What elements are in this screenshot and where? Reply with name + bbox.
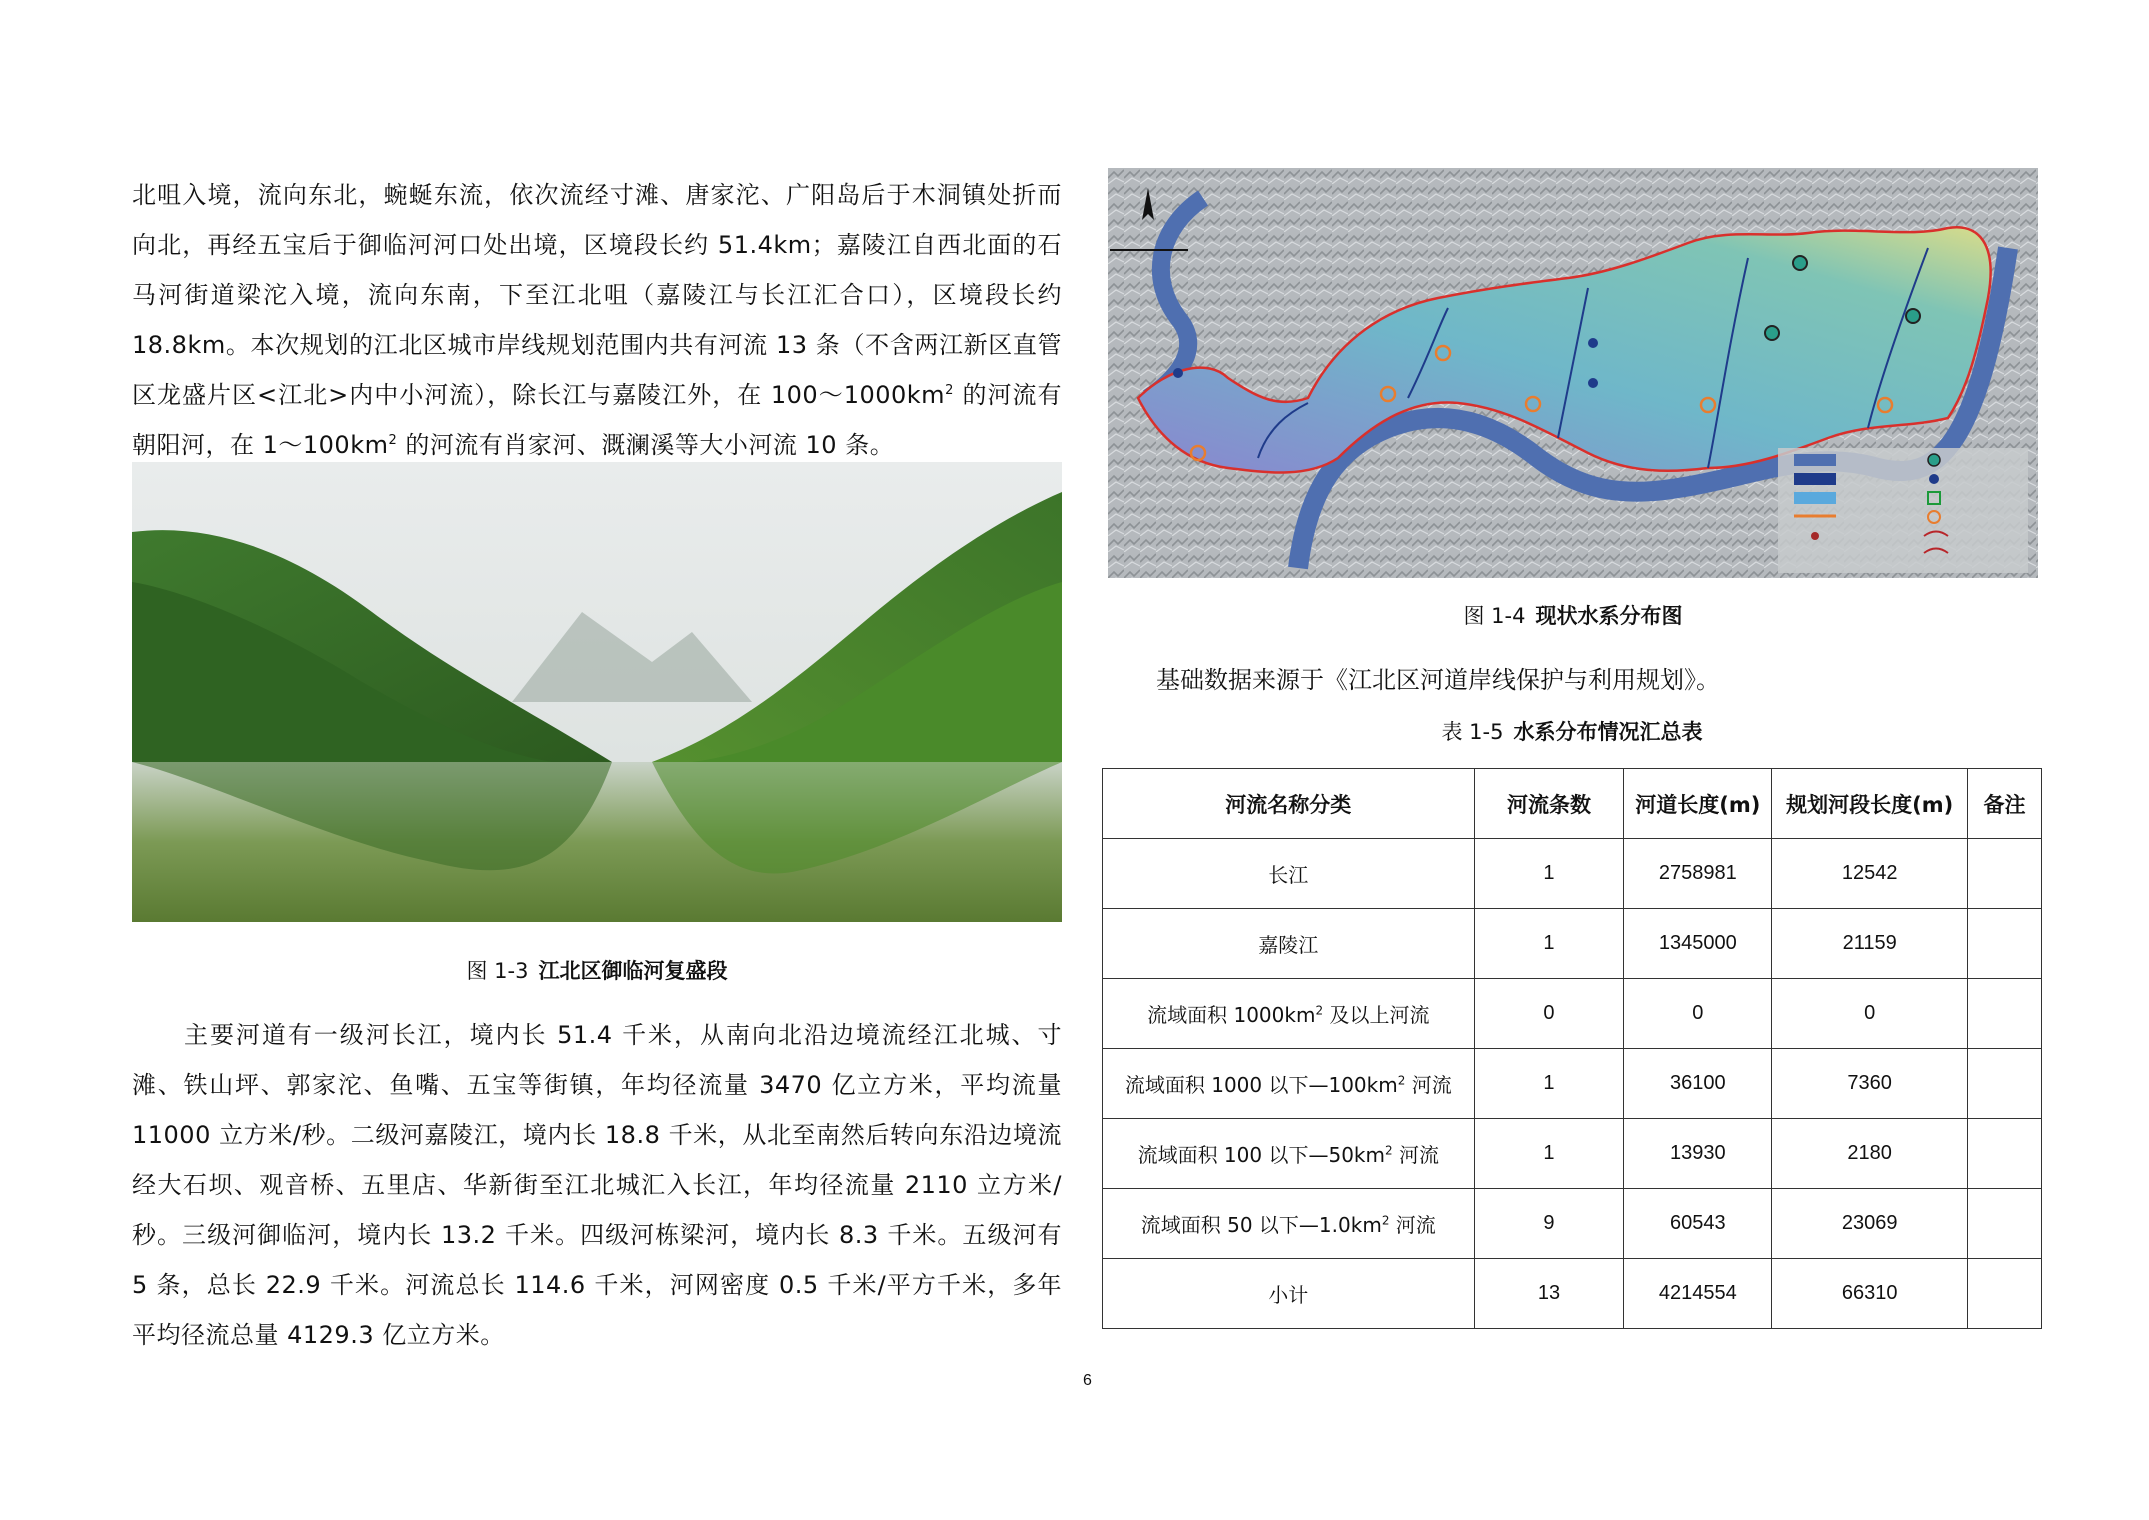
- cell-count: 1: [1474, 839, 1624, 909]
- cell-planned: 21159: [1772, 909, 1968, 979]
- cell-category: 流域面积 $1000km^2$ 及以上河流: [1103, 979, 1475, 1049]
- cell-category: 流域面积 100 以下$—50km^2$ 河流: [1103, 1119, 1475, 1189]
- table-row: [1103, 1119, 2042, 1189]
- yulin-river-photo: [132, 462, 1062, 922]
- cell-note: [1968, 839, 2042, 909]
- cell-note: [1968, 979, 2042, 1049]
- cell-count: 13: [1474, 1259, 1624, 1329]
- cell-count: 1: [1474, 1049, 1624, 1119]
- cell-count: 1: [1474, 909, 1624, 979]
- water-system-table: [1102, 768, 2042, 1329]
- cell-note: [1968, 1049, 2042, 1119]
- cell-planned: 7360: [1772, 1049, 1968, 1119]
- cell-planned: 0: [1772, 979, 1968, 1049]
- cell-category: 流域面积 50 以下$—1.0km^2$ 河流: [1103, 1189, 1475, 1259]
- figure-1-4-caption: 图 1-4 现状水系分布图: [1463, 604, 1683, 628]
- cell-note: [1968, 909, 2042, 979]
- cell-length: 13930: [1624, 1119, 1772, 1189]
- cell-category: 小计: [1103, 1259, 1475, 1329]
- cell-note: [1968, 1119, 2042, 1189]
- header-note: 备注: [1968, 769, 2042, 839]
- intro-text: 北咀入境，流向东北，蜿蜒东流，依次流经寸滩、唐家沱、广阳岛后于木洞镇处折而向北，再经五宝后于御临河河口处出境，区境段长约 51.4km；嘉陵江自西北面的石马河街道梁沱入境，流向东南，下至江北咀（嘉陵江与长江汇合口），区境段长约 18.8km。本次规划的江北区城市岸线规划范围内共有河流 13 条（不含两江新区直管区龙盛片区<江北>内中小河流），除长江与嘉陵江外，在 $100\sim 1000km^2$ 的河流有朝阳河，在 $1\sim 100km^2$ 的河流有肖家河、溉澜溪等大小河流 10 条。: [132, 181, 1062, 459]
- cell-note: [1968, 1259, 2042, 1329]
- header-count: 河流条数: [1474, 769, 1624, 839]
- cell-length: 2758981: [1624, 839, 1772, 909]
- cell-count: 9: [1474, 1189, 1624, 1259]
- header-length: 河道长度(m): [1624, 769, 1772, 839]
- cell-count: 1: [1474, 1119, 1624, 1189]
- cell-planned: 23069: [1772, 1189, 1968, 1259]
- table-row: [1103, 1189, 2042, 1259]
- cell-planned: 12542: [1772, 839, 1968, 909]
- table-1-5-caption: 表 1-5 水系分布情况汇总表: [1441, 720, 1703, 744]
- cell-category: 长江: [1103, 839, 1475, 909]
- intro-paragraph: [132, 170, 1062, 470]
- cell-category: 流域面积 1000 以下$—100km^2$ 河流: [1103, 1049, 1475, 1119]
- table-header-row: [1103, 769, 2042, 839]
- table-row-subtotal: [1103, 1259, 2042, 1329]
- cell-count: 0: [1474, 979, 1624, 1049]
- table-row: [1103, 839, 2042, 909]
- page-number: 6: [1083, 1372, 1092, 1389]
- source-line: 基础数据来源于《江北区河道岸线保护与利用规划》。: [1156, 666, 1720, 694]
- header-category: 河流名称分类: [1103, 769, 1475, 839]
- table-row: [1103, 1049, 2042, 1119]
- header-planned: 规划河段长度(m): [1772, 769, 1968, 839]
- cell-length: 1345000: [1624, 909, 1772, 979]
- main-paragraph: 主要河道有一级河长江，境内长 51.4 千米，从南向北沿边境流经江北城、寸滩、铁山坪、郭家沱、鱼嘴、五宝等街镇，年均径流量 3470 亿立方米，平均流量 11000 立方米/秒。二级河嘉陵江，境内长 18.8 千米，从北至南然后转向东沿边境流经大石坝、观音桥、五里店、华新街至江北城汇入长江，年均径流量 2110 立方米/秒。三级河御临河，境内长 13.2 千米。四级河栋梁河，境内长 8.3 千米。五级河有 5 条，总长 22.9 千米。河流总长 114.6 千米，河网密度 0.5 千米/平方千米，多年平均径流总量 4129.3 亿立方米。: [132, 1021, 1062, 1349]
- cell-note: [1968, 1189, 2042, 1259]
- cell-planned: 66310: [1772, 1259, 1968, 1329]
- cell-planned: 2180: [1772, 1119, 1968, 1189]
- cell-category: 嘉陵江: [1103, 909, 1475, 979]
- figure-1-3-caption: 图 1-3 江北区御临河复盛段: [466, 959, 728, 983]
- cell-length: 60543: [1624, 1189, 1772, 1259]
- table-row: [1103, 909, 2042, 979]
- water-system-map: [1108, 168, 2038, 578]
- cell-length: 36100: [1624, 1049, 1772, 1119]
- cell-length: 0: [1624, 979, 1772, 1049]
- table-row: [1103, 979, 2042, 1049]
- cell-length: 4214554: [1624, 1259, 1772, 1329]
